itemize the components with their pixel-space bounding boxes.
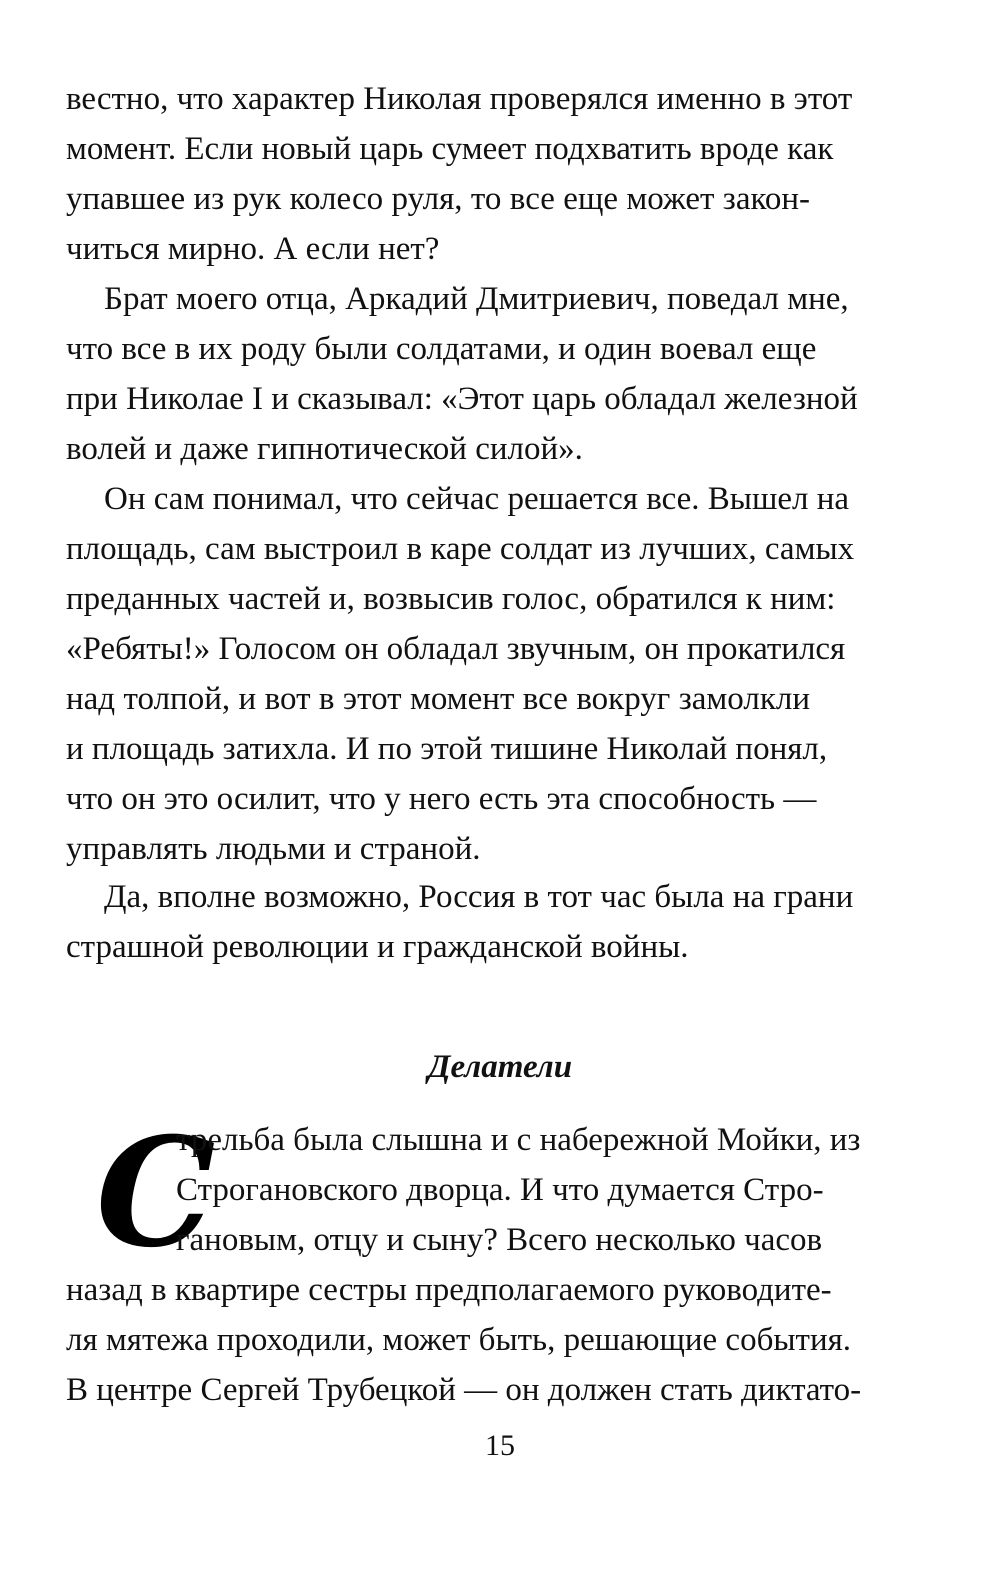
text-line: ля мятежа проходили, может быть, решающие события.: [66, 1322, 852, 1358]
page-number: 15: [485, 1429, 515, 1462]
text-line: упавшее из рук колесо руля, то все еще может закон-: [66, 181, 810, 217]
text-line: волей и даже гипнотической силой».: [66, 431, 583, 467]
section-paragraph-continued: [66, 1265, 862, 1415]
text-line: читься мирно. А если нет?: [66, 231, 440, 267]
dropcap-paragraph-lines: [176, 1115, 861, 1265]
text-line: при Николае I и сказывал: «Этот царь обладал железной: [66, 381, 858, 417]
paragraph-1: [66, 74, 853, 274]
text-line: Да, вполне возможно, Россия в тот час была на грани: [104, 879, 854, 915]
text-line: Он сам понимал, что сейчас решается все. Вышел на: [104, 481, 850, 517]
text-line: вестно, что характер Николая проверялся именно в этот: [66, 81, 853, 117]
text-line: что он это осилит, что у него есть эта способность —: [66, 781, 817, 817]
text-line: трельба была слышна и с набережной Мойки, из: [176, 1122, 861, 1158]
text-line: Брат моего отца, Аркадий Дмитриевич, поведал мне,: [104, 281, 849, 317]
drop-cap: С: [96, 1105, 216, 1281]
text-line: преданных частей и, возвысив голос, обратился к ним:: [66, 581, 836, 617]
text-line: страшной революции и гражданской войны.: [66, 929, 689, 965]
text-line: В центре Сергей Трубецкой — он должен стать диктато-: [66, 1372, 862, 1408]
text-line: гановым, отцу и сыну? Всего несколько часов: [176, 1222, 823, 1258]
text-line: Строгановского дворца. И что думается Стро-: [176, 1172, 824, 1208]
section-heading: Делатели: [427, 1049, 573, 1085]
text-line: «Ребяты!» Голосом он обладал звучным, он прокатился: [66, 631, 846, 667]
paragraph-2: [66, 274, 858, 474]
paragraph-4: [66, 872, 854, 972]
paragraph-3: [66, 474, 855, 874]
text-line: момент. Если новый царь сумеет подхватить вроде как: [66, 131, 834, 167]
text-line: управлять людьми и страной.: [66, 831, 481, 867]
text-line: площадь, сам выстроил в каре солдат из лучших, самых: [66, 531, 855, 567]
text-line: что все в их роду были солдатами, и один воевал еще: [66, 331, 817, 367]
text-line: назад в квартире сестры предполагаемого руководите-: [66, 1272, 832, 1308]
text-line: над толпой, и вот в этот момент все вокруг замолкли: [66, 681, 810, 717]
text-line: и площадь затихла. И по этой тишине Николай понял,: [66, 731, 828, 767]
